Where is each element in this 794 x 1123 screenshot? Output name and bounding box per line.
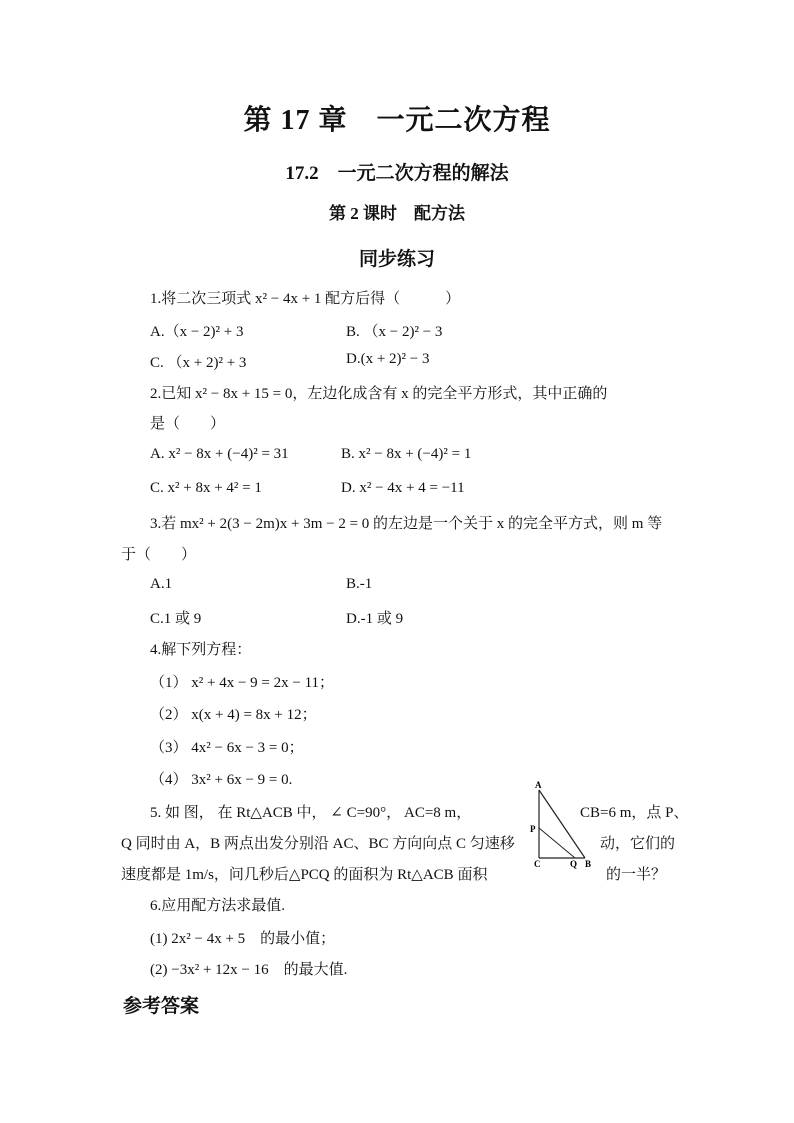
q6-stem: 6.应用配方法求最值. bbox=[150, 898, 286, 914]
label-q: Q bbox=[570, 859, 578, 869]
q3-option-d: D.-1 或 9 bbox=[346, 611, 404, 627]
practice-heading: 同步练习 bbox=[358, 249, 435, 270]
q2-option-c: C. x² + 8x + 4² = 1 bbox=[150, 480, 262, 496]
q2-option-d: D. x² − 4x + 4 = −11 bbox=[341, 480, 465, 496]
q1-option-a: A.（x − 2)² + 3 bbox=[150, 324, 244, 340]
q2-stem: 2.已知 x² − 8x + 15 = 0，左边化成含有 x 的完全平方形式，其中正确的 bbox=[150, 386, 608, 402]
segment-pq bbox=[539, 828, 575, 858]
q5-line-1: 5. 如 图， 在 Rt△ACB 中， ∠ C=90°， AC=8 m， bbox=[150, 805, 472, 821]
q5-line-3: 速度都是 1m/s，问几秒后△PCQ 的面积为 Rt△ACB 面积 bbox=[121, 867, 488, 883]
q1-stem: 1.将二次三项式 x² − 4x + 1 配方后得（ ） bbox=[150, 291, 461, 307]
label-c: C bbox=[534, 859, 541, 869]
q4-item-4: （4） 3x² + 6x − 9 = 0. bbox=[150, 772, 293, 788]
section-title: 17.2 一元二次方程的解法 bbox=[285, 163, 509, 184]
chapter-title: 第 17 章 一元二次方程 bbox=[243, 105, 551, 136]
q4-item-3: （3） 4x² − 6x − 3 = 0； bbox=[150, 740, 304, 756]
q3-stem: 3.若 mx² + 2(3 − 2m)x + 3m − 2 = 0 的左边是一个关于 x 的完全平方式，则 m 等 bbox=[150, 516, 663, 532]
q2-option-a: A. x² − 8x + (−4)² = 31 bbox=[150, 446, 289, 462]
triangle-figure bbox=[528, 778, 600, 870]
q4-item-2: （2） x(x + 4) = 8x + 12； bbox=[150, 707, 317, 723]
q5-line-2: Q 同时由 A，B 两点出发分别沿 AC、BC 方向向点 C 匀速移 bbox=[121, 836, 515, 852]
q6-item-1: (1) 2x² − 4x + 5 的最小值； bbox=[150, 931, 336, 947]
q3-option-a: A.1 bbox=[150, 576, 173, 592]
lesson-title: 第 2 课时 配方法 bbox=[329, 204, 465, 223]
q5-line-3-right: 的一半？ bbox=[606, 867, 667, 883]
q2-option-b: B. x² − 8x + (−4)² = 1 bbox=[341, 446, 472, 462]
label-b: B bbox=[585, 859, 592, 869]
q3-option-b: B.-1 bbox=[346, 576, 373, 592]
label-a: A bbox=[535, 780, 542, 790]
label-p: P bbox=[530, 824, 536, 834]
q2-stem-continued: 是（ ） bbox=[150, 416, 226, 432]
q4-stem: 4.解下列方程： bbox=[150, 642, 252, 658]
q1-option-b: B. （x − 2)² − 3 bbox=[346, 324, 443, 340]
q5-line-2-right: 动，它们的 bbox=[600, 836, 676, 852]
q1-option-d: D.(x + 2)² − 3 bbox=[346, 351, 430, 367]
q4-item-1: （1） x² + 4x − 9 = 2x − 11； bbox=[150, 675, 335, 691]
q3-option-c: C.1 或 9 bbox=[150, 611, 202, 627]
q3-stem-continued: 于（ ） bbox=[121, 547, 197, 563]
q6-item-2: (2) −3x² + 12x − 16 的最大值. bbox=[150, 962, 348, 978]
q1-option-c: C. （x + 2)² + 3 bbox=[150, 355, 247, 371]
answers-heading: 参考答案 bbox=[123, 996, 200, 1017]
q5-line-1-right: CB=6 m，点 P、 bbox=[580, 805, 689, 821]
